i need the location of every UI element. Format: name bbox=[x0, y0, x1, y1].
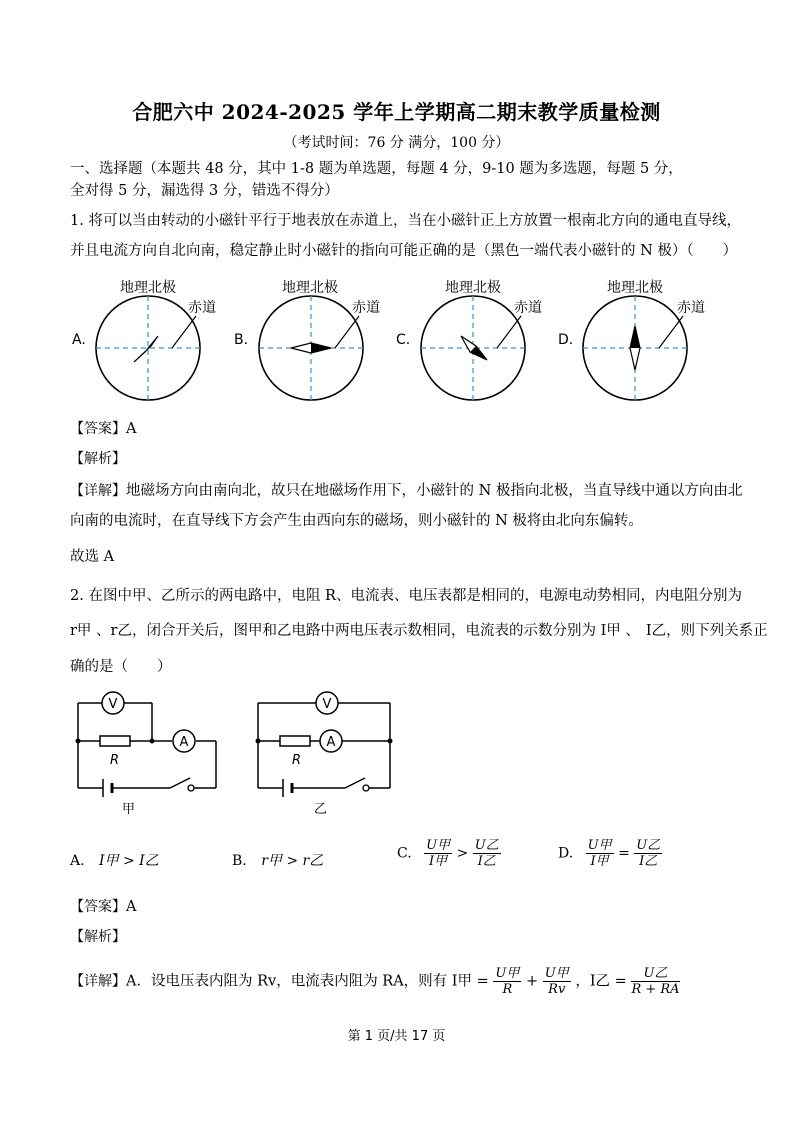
q2-option-c-num2: U乙 bbox=[474, 838, 499, 853]
q1-detail-line1 bbox=[70, 480, 742, 502]
circuit-label-jia: 甲 bbox=[122, 802, 136, 817]
q1-conclusion: 故选 A bbox=[70, 549, 115, 565]
q2-option-d-num2: U乙 bbox=[636, 838, 661, 853]
q2-option-d-den1: I甲 bbox=[590, 854, 609, 869]
q2-detail-frac2-den: Rv bbox=[548, 982, 566, 997]
q2-detail-frac1-num: U甲 bbox=[495, 966, 520, 981]
voltmeter-label-jia: V bbox=[108, 697, 118, 712]
q2-option-d-label: D. bbox=[558, 845, 574, 862]
q2-option-c-den1: I甲 bbox=[429, 854, 448, 869]
q1-north-label-b: 地理北极 bbox=[282, 280, 338, 296]
resistor-label-yi: R bbox=[292, 753, 302, 768]
q2-stem-line2-b: I乙，则下列关系正 bbox=[645, 623, 768, 639]
q2-detail-text-a: A．设电压表内阻为 Rv，电流表内阻为 RA，则有 I甲 = bbox=[126, 973, 489, 990]
q1-equator-label-d: 赤道 bbox=[677, 300, 705, 316]
q2-detail-text-b: ，I乙 = bbox=[575, 973, 627, 990]
voltmeter-label-yi: V bbox=[322, 697, 332, 712]
q1-answer-row bbox=[70, 418, 136, 440]
q2-answer-value: A bbox=[126, 899, 137, 915]
compass-option-c bbox=[421, 296, 525, 400]
q1-detail-text1: 地磁场方向由南向北，故只在地磁场作用下，小磁针的 N 极指向北极，当直导线中通以方向由北 bbox=[126, 483, 743, 499]
q2-option-d-op: = bbox=[618, 845, 630, 862]
q2-stem-line2-a: r甲 、r乙，闭合开关后，图甲和乙电路中两电压表示数相同，电流表的示数分别为 I甲 、 bbox=[70, 623, 640, 639]
q2-option-c-num1: U甲 bbox=[426, 838, 451, 853]
q1-equator-label-c: 赤道 bbox=[514, 300, 542, 316]
circuit-jia bbox=[78, 703, 216, 788]
q1-analysis-tag: 【解析】 bbox=[70, 451, 126, 467]
q1-option-d: D. bbox=[558, 332, 574, 348]
q2-stem-line1: 2. 在图中甲、乙所示的两电路中，电阻 R、电流表、电压表都是相同的，电源电动势相同，内电阻分别为 bbox=[70, 588, 742, 604]
q2-answer-row bbox=[70, 896, 136, 918]
q2-detail-plus: + bbox=[525, 973, 539, 990]
q2-option-b-label: B. bbox=[232, 853, 247, 869]
ammeter-label-jia: A bbox=[179, 735, 189, 750]
q2-analysis-tag: 【解析】 bbox=[70, 929, 126, 945]
resistor-jia bbox=[100, 736, 130, 746]
q1-stem-line2: 并且电流方向自北向南，稳定静止时小磁针的指向可能正确的是（黑色一端代表小磁针的 N 极）（ ） bbox=[70, 243, 738, 259]
q1-detail-line2: 向南的电流时，在直导线下方会产生由西向东的磁场，则小磁针的 N 极将由北向东偏转。 bbox=[70, 513, 643, 529]
q2-detail-frac1-den: R bbox=[502, 982, 513, 997]
ammeter-label-yi: A bbox=[326, 735, 336, 750]
q1-north-label-a: 地理北极 bbox=[120, 280, 176, 296]
q2-option-d-den2: I乙 bbox=[639, 854, 658, 869]
q2-option-a-text: I甲 > I乙 bbox=[99, 853, 159, 869]
section-heading-line1: 一、选择题（本题共 48 分，其中 1-8 题为单选题，每题 4 分，9-10 题为多选题，每题 5 分， bbox=[70, 161, 683, 177]
q2-circuits bbox=[70, 685, 410, 820]
q1-north-label-c: 地理北极 bbox=[445, 280, 501, 296]
q2-option-a bbox=[70, 850, 159, 870]
q1-equator-label-a: 赤道 bbox=[188, 300, 216, 316]
q2-option-c-label: C. bbox=[397, 845, 412, 862]
page-title: 合肥六中 2024-2025 学年上学期高二期末教学质量检测 bbox=[132, 100, 661, 124]
q1-answer-tag: 【答案】 bbox=[70, 421, 126, 437]
q2-option-c-den2: I乙 bbox=[477, 854, 496, 869]
q1-figures bbox=[60, 272, 760, 412]
resistor-yi bbox=[280, 736, 310, 746]
exam-info: （考试时间：76 分 满分，100 分） bbox=[283, 135, 510, 151]
q2-option-d bbox=[558, 838, 662, 869]
q1-equator-label-b: 赤道 bbox=[352, 300, 380, 316]
q2-detail-frac3-den: R + RA bbox=[631, 982, 680, 997]
q2-option-c bbox=[397, 838, 501, 869]
q1-north-label-d: 地理北极 bbox=[607, 280, 663, 296]
q2-option-b-text: r甲 > r乙 bbox=[261, 853, 324, 869]
q2-stem-line2 bbox=[70, 620, 768, 642]
resistor-label-jia: R bbox=[110, 753, 120, 768]
q1-option-b: B. bbox=[234, 332, 249, 348]
compass-option-b bbox=[259, 296, 363, 400]
q2-option-b bbox=[232, 850, 323, 870]
compass-option-d bbox=[583, 296, 687, 400]
compass-option-a bbox=[96, 296, 200, 400]
q1-stem-line1: 1. 将可以当由转动的小磁针平行于地表放在赤道上，当在小磁针正上方放置一根南北方向的通电直导线， bbox=[70, 213, 741, 229]
q2-option-a-label: A. bbox=[70, 853, 85, 869]
q1-answer-value: A bbox=[126, 421, 137, 437]
q1-detail-tag: 【详解】 bbox=[70, 483, 126, 499]
q2-detail-frac2-num: U甲 bbox=[544, 966, 569, 981]
circuit-label-yi: 乙 bbox=[314, 802, 328, 817]
page-footer: 第 1 页/共 17 页 bbox=[347, 1029, 446, 1044]
q2-detail-tag: 【详解】 bbox=[70, 973, 126, 990]
q2-detail-frac3-num: U乙 bbox=[631, 966, 679, 982]
q2-detail-line1 bbox=[70, 966, 680, 997]
q2-option-c-op: > bbox=[456, 845, 469, 862]
section-heading-line2: 全对得 5 分，漏选得 3 分，错选不得分） bbox=[70, 183, 339, 199]
q2-answer-tag: 【答案】 bbox=[70, 899, 126, 915]
q2-stem-line3: 确的是（ ） bbox=[70, 659, 172, 675]
q1-option-a: A. bbox=[72, 332, 86, 348]
q2-option-d-num1: U甲 bbox=[587, 838, 612, 853]
q1-option-c: C. bbox=[396, 332, 411, 348]
